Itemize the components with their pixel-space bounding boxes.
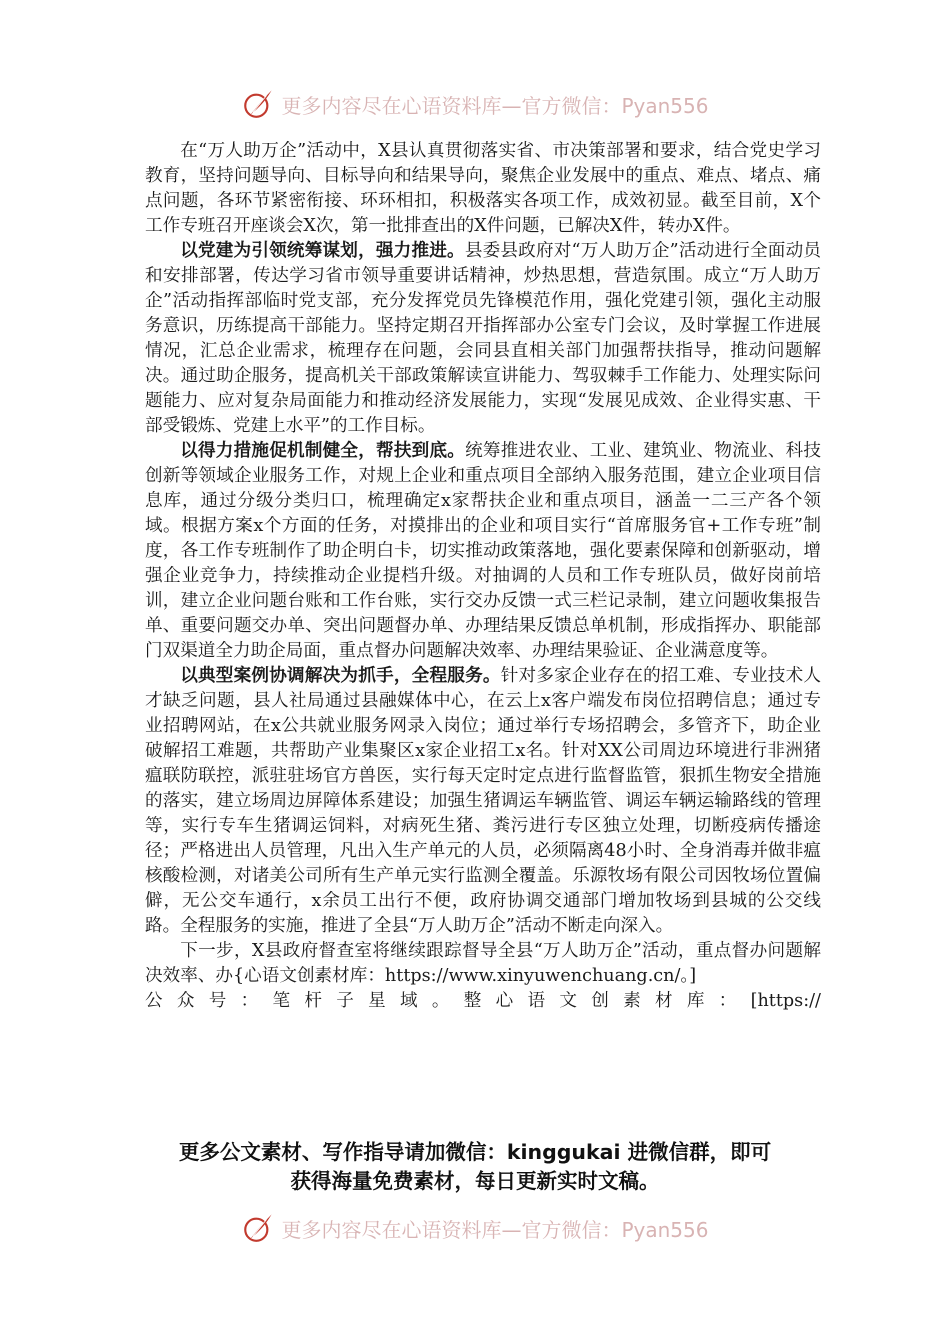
paragraph-mechanism xyxy=(145,439,821,664)
watermark-text: 更多内容尽在心语资料库—官方微信：Pyan556 xyxy=(281,1217,709,1242)
paragraph-source-note: 公众号：笔杆子星域。整心语文创素材库：[https:// xyxy=(145,991,821,1011)
paragraph-lead: 以典型案例协调解决为抓手，全程服务。 xyxy=(180,666,501,686)
footer-watermark xyxy=(0,1208,950,1248)
feather-pen-icon xyxy=(241,87,275,121)
watermark-text: 更多内容尽在心语资料库—官方微信：Pyan556 xyxy=(281,93,709,118)
paragraph-lead: 以党建为引领统筹谋划，强力推进。 xyxy=(180,241,465,261)
paragraph-text: 县委县政府对“万人助万企”活动进行全面动员和安排部署，传达学习省市领导重要讲话精神，炒热思想，营造氛围。成立“万人助万企”活动指挥部临时党支部，充分发挥党员先锋模范作用，强化党建引领，强化主动服务意识，历练提高干部能力。坚持定期召开指挥部办公室专门会议，及时掌握工作进展情况，汇总企业需求，梳理存在问题，会同县直相关部门加强帮扶指导，推动问题解决。通过助企服务，提高机关干部政策解读宣讲能力、驾驭棘手工作能力、处理实际问题能力、应对复杂局面能力和推动经济发展能力，实现“发展见成效、企业得实惠、干部受锻炼、党建上水平”的工作目标。 xyxy=(145,241,821,436)
paragraph-typical-cases xyxy=(145,664,821,939)
paragraph-intro: 在“万人助万企”活动中，X县认真贯彻落实省、市决策部署和要求，结合党史学习教育，坚持问题导向、目标导向和结果导向，聚焦企业发展中的重点、难点、堵点、痛点问题，各环节紧密衔接、环环相扣，积极落实各项工作，成效初显。截至目前，X个工作专班召开座谈会X次，第一批排查出的X件问题，已解决X件，转办X件。 xyxy=(145,141,821,236)
document-body xyxy=(145,139,821,1014)
promo-line-2: 获得海量免费素材，每日更新实时文稿。 xyxy=(290,1169,660,1193)
promo-line-1: 更多公文素材、写作指导请加微信：kinggukai 进微信群，即可 xyxy=(178,1140,772,1164)
promo-banner xyxy=(0,1138,950,1196)
paragraph-text: 统筹推进农业、工业、建筑业、物流业、科技创新等领域企业服务工作，对规上企业和重点项目全部纳入服务范围，建立企业项目信息库，通过分级分类归口，梳理确定x家帮扶企业和重点项目，涵盖一二三产各个领域。根据方案x个方面的任务，对摸排出的企业和项目实行“首席服务官+工作专班”制度，各工作专班制作了助企明白卡，切实推动政策落地，强化要素保障和创新驱动，增强企业竞争力，持续推动企业提档升级。对抽调的人员和工作专班队员，做好岗前培训，建立企业问题台账和工作台账，实行交办反馈一式三栏记录制，建立问题收集报告单、重要问题交办单、突出问题督办单、办理结果反馈总单机制，形成指挥办、职能部门双渠道全力助企局面，重点督办问题解决效率、办理结果验证、企业满意度等。 xyxy=(145,441,821,661)
paragraph-party-building xyxy=(145,239,821,439)
feather-pen-icon xyxy=(241,1211,275,1245)
paragraph-text: 针对多家企业存在的招工难、专业技术人才缺乏问题，县人社局通过县融媒体中心，在云上x客户端发布岗位招聘信息；通过专业招聘网站，在x公共就业服务网录入岗位；通过举行专场招聘会，多管齐下，助企业破解招工难题，共帮助产业集聚区x家企业招工x名。针对XX公司周边环境进行非洲猪瘟联防联控，派驻驻场官方兽医，实行每天定时定点进行监督监管，狠抓生物安全措施的落实，建立场周边屏障体系建设；加强生猪调运车辆监管、调运车辆运输路线的管理等，实行专车生猪调运饲料，对病死生猪、粪污进行专区独立处理，切断疫病传播途径；严格进出人员管理，凡出入生产单元的人员，必须隔离48小时、全身消毒并做非瘟核酸检测，对诸美公司所有生产单元实行监测全覆盖。乐源牧场有限公司因牧场位置偏僻，无公交车通行，x余员工出行不便，政府协调交通部门增加牧场到县城的公交线路。全程服务的实施，推进了全县“万人助万企”活动不断走向深入。 xyxy=(145,666,821,936)
header-watermark xyxy=(0,84,950,124)
paragraph-lead: 以得力措施促机制健全，帮扶到底。 xyxy=(180,441,466,461)
paragraph-next-step: 下一步，X县政府督查室将继续跟踪督导全县“万人助万企”活动，重点督办问题解决效率、办{心语文创素材库：https://www.xinyuwenchuang.cn/。] xyxy=(145,941,821,986)
